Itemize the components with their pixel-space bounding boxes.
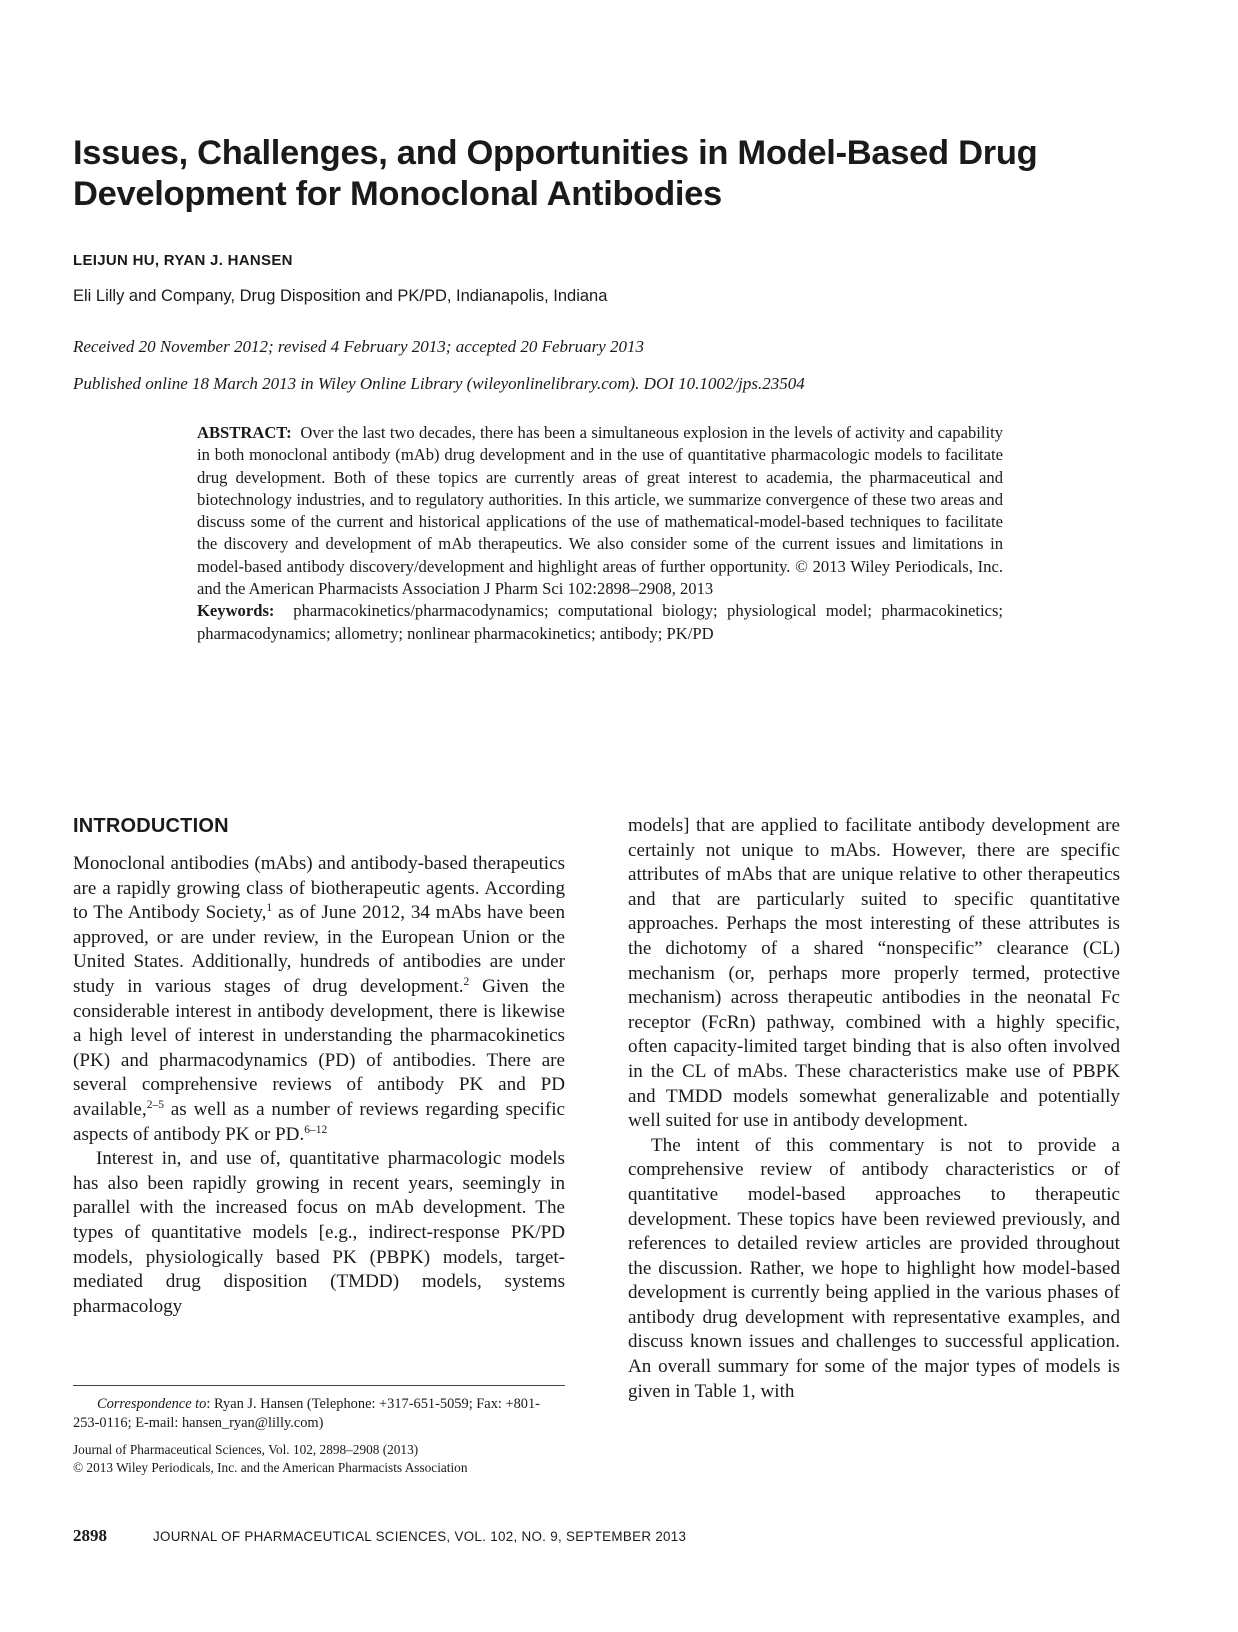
citation-1: 1 bbox=[266, 902, 273, 915]
abstract-text: Over the last two decades, there has been a simultaneous explosion in the levels of activity and capability in both monoclonal antibody (mAb) drug development and in the use of quantitative pharmacologic models to facilitate drug development. Both of these topics are currently areas of great interest to academia, the pharmaceutical and biotechnology industries, and to regulatory authorities. In this article, we summarize convergence of these two areas and discuss some of the current and historical applications of the use of mathematical-model-based techniques to facilitate the discovery and development of mAb therapeutics. We also consider some of the current issues and limitations in model-based antibody discovery/development and highlight areas of further opportunity. © 2013 Wiley Periodicals, Inc. and the American Pharmacists Association J Pharm Sci 102:2898–2908, 2013 bbox=[197, 423, 1003, 599]
text-run: as well as a number of reviews regarding specific aspects of antibody PK or PD. bbox=[73, 1098, 565, 1145]
keywords-paragraph bbox=[197, 600, 1003, 645]
page-number: 2898 bbox=[73, 1526, 107, 1545]
copyright-line: © 2013 Wiley Periodicals, Inc. and the American Pharmacists Association bbox=[73, 1459, 468, 1475]
title-line-1: Issues, Challenges, and Opportunities in Model-Based Drug bbox=[73, 134, 1038, 172]
article-title bbox=[73, 133, 1073, 215]
publication-info: Published online 18 March 2013 in Wiley Online Library (wileyonlinelibrary.com). DOI 10.1002/jps.23504 bbox=[73, 374, 805, 393]
intro-paragraph-1 bbox=[73, 852, 565, 1147]
citation-2-5: 2–5 bbox=[146, 1098, 164, 1111]
affiliation: Eli Lilly and Company, Drug Disposition and PK/PD, Indianapolis, Indiana bbox=[73, 287, 608, 305]
keywords-text: pharmacokinetics/pharmacodynamics; computational biology; physiological model; pharmacokinetics; pharmacodynamics; allometry; nonlinear pharmacokinetics; antibody; PK/PD bbox=[197, 601, 1004, 643]
title-line-2: Development for Monoclonal Antibodies bbox=[73, 175, 722, 213]
intro-paragraph-3: models] that are applied to facilitate antibody development are certainly not unique to mAbs. However, there are specific attributes of mAbs that are unique relative to other therapeutics and that are particularly suited to specific quantitative approaches. Perhaps the most interesting of these attributes is the dichotomy of a shared “nonspecific” clearance (CL) mechanism (or, perhaps more properly termed, protective mechanism) across therapeutic antibodies in the neonatal Fc receptor (FcRn) pathway, combined with a highly specific, often capacity-limited target binding that is also often involved in the CL of mAbs. These characteristics make use of PBPK and TMDD models somewhat generalizable and potentially well suited for use in antibody development. bbox=[628, 815, 1120, 1132]
journal-citation: Journal of Pharmaceutical Sciences, Vol. 102, 2898–2908 (2013) bbox=[73, 1442, 419, 1457]
citation-2: 2 bbox=[463, 975, 470, 988]
section-heading-introduction: INTRODUCTION bbox=[73, 815, 229, 837]
left-column bbox=[73, 852, 565, 1319]
correspondence-label: Correspondence to bbox=[97, 1396, 207, 1412]
abstract-paragraph bbox=[197, 422, 1003, 600]
intro-paragraph-4: The intent of this commentary is not to provide a comprehensive review of antibody characteristics or of quantitative model-based approaches to therapeutic development. These topics have been reviewed previously, and references to detailed review articles are provided throughout the discussion. Rather, we hope to highlight how model-based development is currently being applied in the various phases of antibody drug development with representative examples, and discuss known issues and challenges to successful application. An overall summary for some of the major types of models is given in Table 1, with bbox=[628, 1134, 1120, 1402]
text-run: as of June 2012, 34 mAbs have been approved, or are under review, in the European Union or the United States. Additionally, hundreds of antibodies are under study in various stages of drug development. bbox=[73, 902, 565, 997]
footnote-divider bbox=[73, 1385, 565, 1386]
text-run: Monoclonal antibodies (mAbs) and antibody-based therapeutics are a rapidly growing class of biotherapeutic agents. According to The Antibody Society, bbox=[73, 853, 565, 924]
received-dates: Received 20 November 2012; revised 4 February 2013; accepted 20 February 2013 bbox=[73, 337, 645, 356]
author-list: LEIJUN HU, RYAN J. HANSEN bbox=[73, 252, 293, 269]
running-footer: JOURNAL OF PHARMACEUTICAL SCIENCES, VOL. 102, NO. 9, SEPTEMBER 2013 bbox=[153, 1529, 687, 1544]
intro-paragraph-2: Interest in, and use of, quantitative pharmacologic models has also been rapidly growing in recent years, seemingly in parallel with the increased focus on mAb development. The types of quantitative models [e.g., indirect-response PK/PD models, physiologically based PK (PBPK) models, target-mediated drug disposition (TMDD) models, systems pharmacology bbox=[73, 1148, 565, 1317]
keywords-label: Keywords: bbox=[197, 601, 275, 621]
abstract-label: ABSTRACT: bbox=[197, 423, 292, 442]
correspondence-note bbox=[73, 1395, 565, 1433]
footnote-block bbox=[73, 1395, 565, 1476]
correspondence-text: : Ryan J. Hansen (Telephone: +317-651-5059; Fax: +801-253-0116; E-mail: hansen_ryan@lilly.com) bbox=[73, 1396, 540, 1431]
abstract-block bbox=[197, 422, 1003, 645]
citation-6-12: 6–12 bbox=[304, 1123, 328, 1136]
text-run: Given the considerable interest in antibody development, there is likewise a high level of interest in understanding the pharmacokinetics (PK) and pharmacodynamics (PD) of antibodies. There are several comprehensive reviews of antibody PK and PD available, bbox=[73, 975, 565, 1120]
right-column bbox=[628, 814, 1120, 1404]
